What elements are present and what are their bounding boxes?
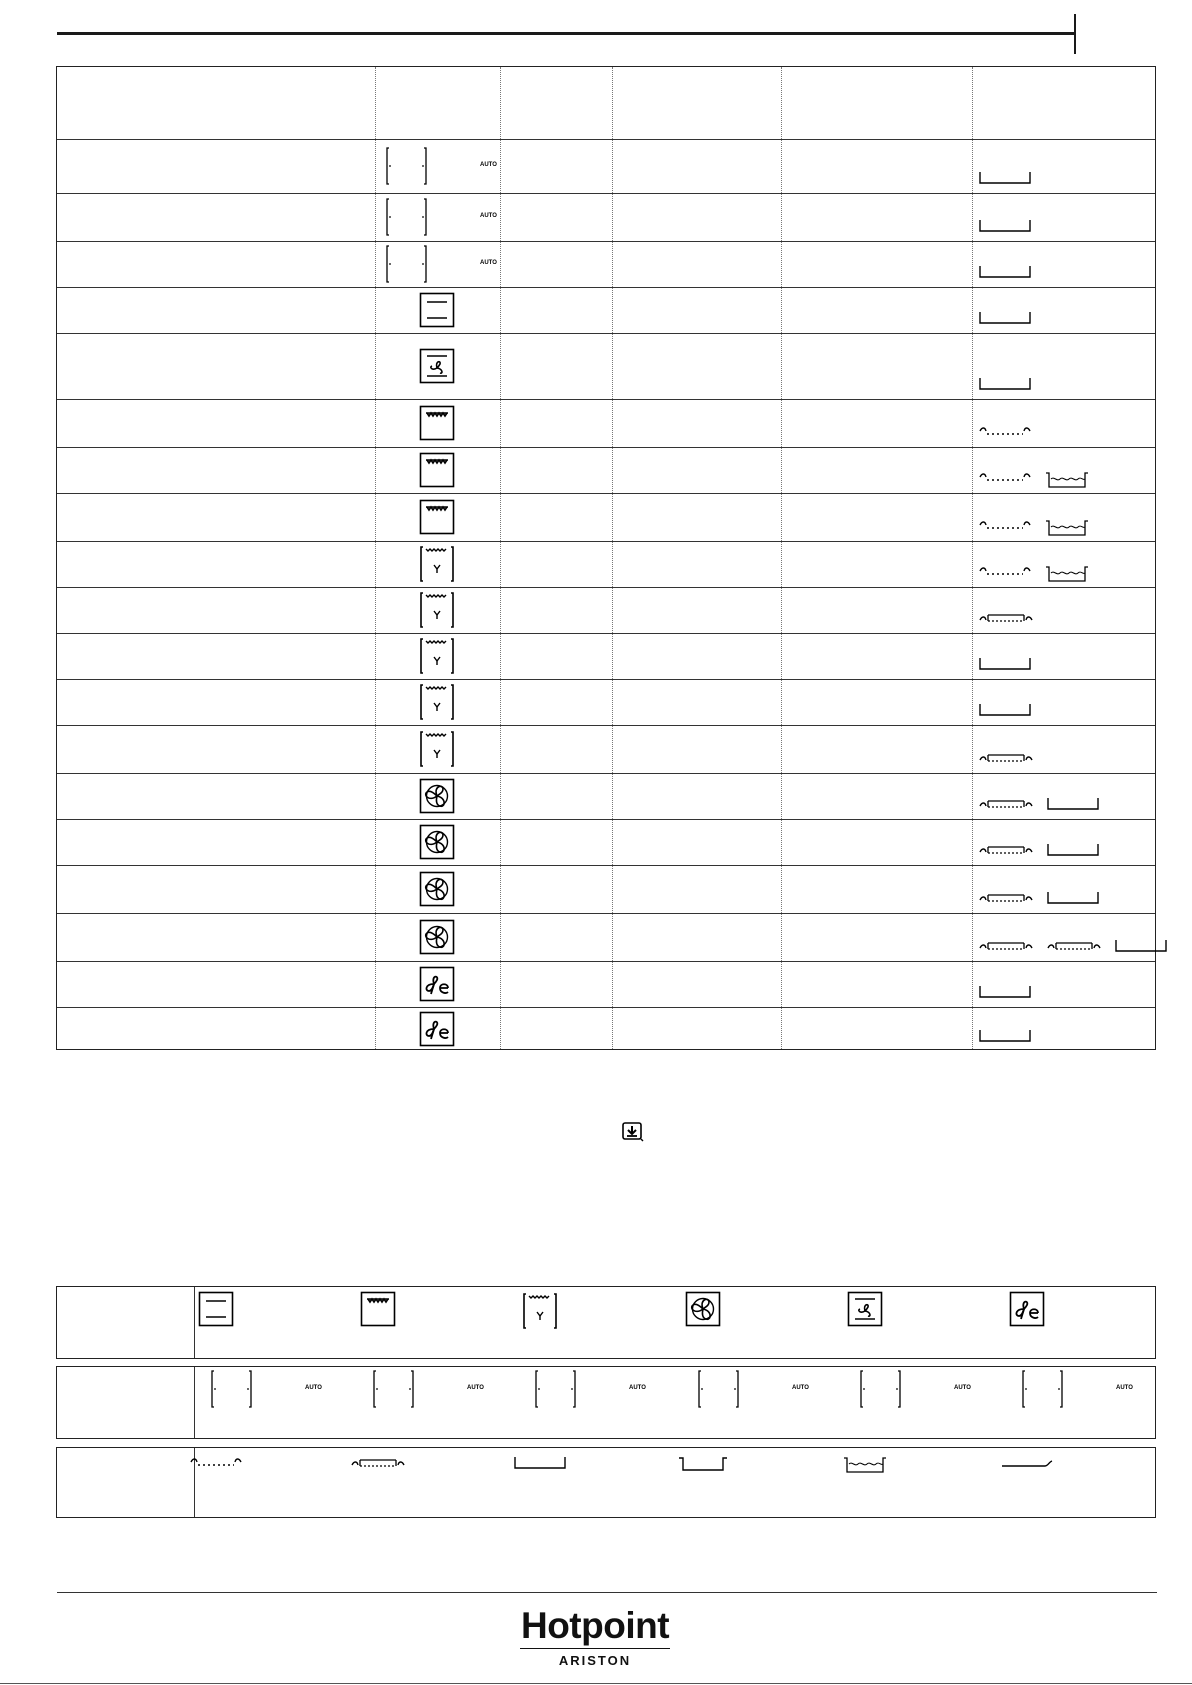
drip-tray-icon bbox=[979, 657, 1031, 676]
rack-with-tray-icon bbox=[979, 797, 1033, 816]
grill-icon bbox=[360, 1291, 396, 1332]
svg-text:AUTO: AUTO bbox=[305, 1385, 322, 1391]
logo-brand: Hotpoint bbox=[520, 1605, 670, 1646]
rack-with-tray-icon bbox=[979, 939, 1033, 958]
table-row bbox=[57, 725, 1155, 773]
grill-icon bbox=[419, 499, 455, 540]
logo-sub: ARISTON bbox=[558, 1653, 632, 1668]
wire-shelf-icon bbox=[979, 471, 1031, 490]
table-row bbox=[57, 679, 1155, 725]
baking-tray-icon bbox=[677, 1456, 729, 1477]
table-row bbox=[57, 913, 1155, 961]
grill-icon bbox=[419, 405, 455, 446]
table-row bbox=[57, 819, 1155, 865]
table-row bbox=[57, 1007, 1155, 1051]
svg-text:AUTO: AUTO bbox=[1116, 1385, 1133, 1391]
svg-text:AUTO: AUTO bbox=[954, 1385, 971, 1391]
drip-tray-icon bbox=[979, 1029, 1031, 1048]
eco-forced-air-icon bbox=[419, 1011, 455, 1052]
table-row bbox=[57, 447, 1155, 493]
convection-bake-icon bbox=[685, 1291, 721, 1332]
turbo-grill-icon bbox=[419, 729, 455, 774]
drip-tray-icon bbox=[979, 219, 1031, 238]
header-rule bbox=[57, 32, 1075, 35]
drip-tray-icon bbox=[1047, 797, 1099, 816]
forced-air-icon bbox=[847, 1291, 883, 1332]
convection-bake-icon bbox=[419, 871, 455, 912]
drip-tray-icon bbox=[1047, 891, 1099, 910]
drip-tray-icon bbox=[514, 1456, 566, 1475]
drip-tray-icon bbox=[1115, 939, 1167, 958]
drip-tray-icon bbox=[979, 265, 1031, 284]
table-row bbox=[57, 493, 1155, 541]
deep-tray-icon bbox=[1045, 519, 1089, 542]
turbo-grill-icon bbox=[419, 636, 455, 681]
drip-tray-icon bbox=[979, 985, 1031, 1004]
rack-with-tray-icon bbox=[979, 891, 1033, 910]
bottom-rule bbox=[0, 1683, 1192, 1684]
svg-text:AUTO: AUTO bbox=[792, 1385, 809, 1391]
svg-text:AUTO: AUTO bbox=[480, 162, 497, 168]
deep-tray-icon bbox=[1045, 471, 1089, 494]
auto-function-icon bbox=[1019, 1367, 1135, 1416]
drip-tray-icon bbox=[979, 171, 1031, 190]
table-row bbox=[57, 541, 1155, 587]
svg-text:AUTO: AUTO bbox=[629, 1385, 646, 1391]
rack-with-tray-icon bbox=[979, 751, 1033, 770]
wire-shelf-icon bbox=[979, 565, 1031, 584]
table-row bbox=[57, 287, 1155, 333]
drip-tray-icon bbox=[979, 703, 1031, 722]
rack-with-tray-icon bbox=[979, 843, 1033, 862]
convection-bake-icon bbox=[419, 824, 455, 865]
table-row bbox=[57, 193, 1155, 241]
auto-function-icon bbox=[383, 144, 499, 193]
table-row bbox=[57, 773, 1155, 819]
rack-with-tray-icon bbox=[351, 1456, 405, 1475]
legend-auto-panel bbox=[56, 1366, 1156, 1439]
auto-function-icon bbox=[383, 242, 499, 291]
wire-shelf-icon bbox=[979, 519, 1031, 538]
forced-air-icon bbox=[419, 348, 455, 389]
table-row bbox=[57, 333, 1155, 399]
round-tray-icon bbox=[1001, 1456, 1053, 1475]
table-row bbox=[57, 399, 1155, 447]
table-row bbox=[57, 633, 1155, 679]
auto-function-icon bbox=[383, 195, 499, 244]
auto-function-icon bbox=[695, 1367, 811, 1416]
conventional-icon bbox=[198, 1291, 234, 1332]
cooking-table bbox=[56, 66, 1156, 1050]
header-tick bbox=[1074, 14, 1076, 54]
legend-functions-panel bbox=[56, 1286, 1156, 1359]
table-row bbox=[57, 139, 1155, 193]
legend-accessories-panel bbox=[56, 1447, 1156, 1518]
convection-bake-icon bbox=[419, 778, 455, 819]
deep-tray-icon bbox=[843, 1456, 887, 1479]
grill-icon bbox=[419, 452, 455, 493]
auto-function-icon bbox=[532, 1367, 648, 1416]
auto-function-icon bbox=[857, 1367, 973, 1416]
rack-with-tray-icon bbox=[1047, 939, 1101, 958]
turbo-grill-icon bbox=[522, 1291, 558, 1336]
drip-tray-icon bbox=[979, 311, 1031, 330]
svg-text:AUTO: AUTO bbox=[467, 1385, 484, 1391]
table-row bbox=[57, 865, 1155, 913]
turbo-grill-icon bbox=[419, 544, 455, 589]
brand-logo bbox=[520, 1606, 670, 1678]
svg-text:AUTO: AUTO bbox=[480, 260, 497, 266]
drip-tray-icon bbox=[979, 377, 1031, 396]
auto-function-icon bbox=[208, 1367, 324, 1416]
rack-with-tray-icon bbox=[979, 611, 1033, 630]
table-row bbox=[57, 961, 1155, 1007]
drip-tray-icon bbox=[1047, 843, 1099, 862]
wire-shelf-icon bbox=[190, 1456, 242, 1475]
turbo-grill-icon bbox=[419, 590, 455, 635]
auto-function-icon bbox=[370, 1367, 486, 1416]
deep-tray-icon bbox=[1045, 565, 1089, 588]
footer-rule bbox=[57, 1592, 1157, 1593]
table-row bbox=[57, 241, 1155, 287]
eco-forced-air-icon bbox=[419, 966, 455, 1007]
table-row bbox=[57, 587, 1155, 633]
eco-forced-air-icon bbox=[1009, 1291, 1045, 1332]
convection-bake-icon bbox=[419, 919, 455, 960]
turbo-grill-icon bbox=[419, 682, 455, 727]
conventional-icon bbox=[419, 292, 455, 333]
wire-shelf-icon bbox=[979, 425, 1031, 444]
svg-text:AUTO: AUTO bbox=[480, 213, 497, 219]
preheat-icon bbox=[622, 1122, 644, 1142]
